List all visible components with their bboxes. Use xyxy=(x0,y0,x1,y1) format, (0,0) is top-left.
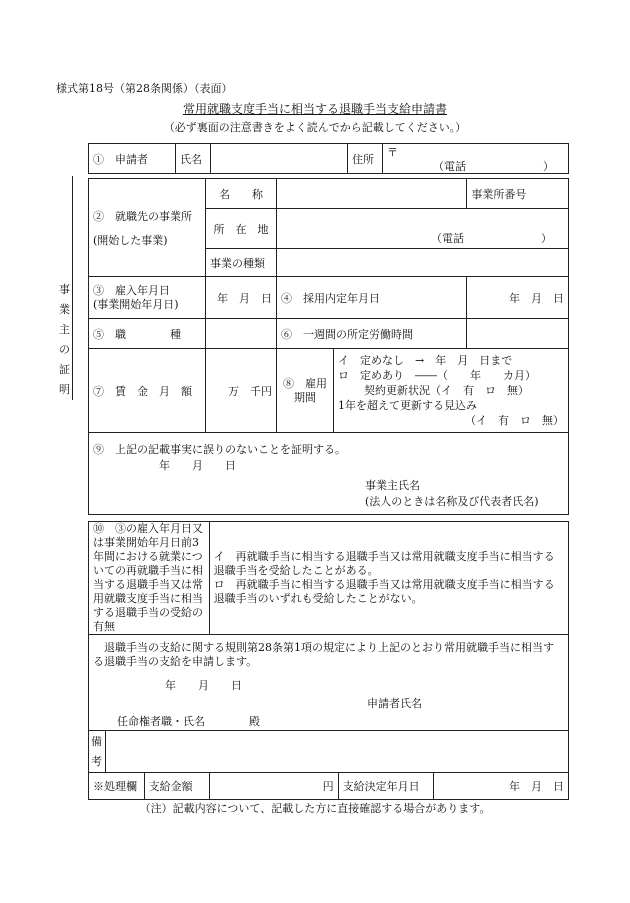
employment-period-field[interactable] xyxy=(334,349,569,433)
renewal-status: 契約更新状況（イ 有 ロ 無） xyxy=(364,384,529,397)
section2-label: ② 就職先の事業所 xyxy=(93,209,192,223)
hire-date-label: ③ 雇入年月日 xyxy=(93,283,170,297)
period-until: → 年 月 日まで xyxy=(415,354,513,367)
wage-field[interactable]: 万 千円 xyxy=(206,349,277,433)
employer-name-note: (法人のときは名称及び代表者氏名) xyxy=(365,495,539,508)
employment-period-label: ⑧ 雇用期間 xyxy=(277,349,334,433)
office-name-label: 名 称 xyxy=(206,179,277,209)
weekly-hours-field[interactable] xyxy=(467,319,569,349)
business-type-label: 事業の種類 xyxy=(206,249,277,277)
application-text: 退職手当の支給に関する規則第28条第1項の規定により上記のとおり常用就職手当に相当する退職手当の支給を申請します。 xyxy=(93,641,554,668)
page-title: 常用就職支度手当に相当する退職手当支給申請書 xyxy=(182,102,447,116)
employer-name-label: 事業主氏名 xyxy=(365,479,420,492)
decision-date-label: ④ 採用内定年月日 xyxy=(277,277,467,319)
address-label: 住所 xyxy=(348,144,383,174)
business-type-field[interactable] xyxy=(277,249,569,277)
authority-label: 任命権者職・氏名 殿 xyxy=(117,715,260,728)
decision-date-label-2: 支給決定年月日 xyxy=(338,773,433,800)
over-one-year-choice: （イ 有 ロ 無） xyxy=(465,414,564,427)
certification-cell xyxy=(89,433,569,515)
remarks-label: 備考 xyxy=(89,731,106,773)
section2-sub: (開始した事業) xyxy=(93,233,168,247)
certification-date[interactable]: 年 月 日 xyxy=(159,459,236,472)
name-field[interactable] xyxy=(211,144,348,174)
hire-date-sub: (事業開始年月日) xyxy=(93,297,179,311)
application-date[interactable]: 年 月 日 xyxy=(165,679,242,692)
office-name-field[interactable] xyxy=(277,179,467,209)
hire-date-field[interactable]: 年 月 日 xyxy=(206,277,277,319)
applicant-table xyxy=(88,143,569,174)
wage-label: ⑦ 賃 金 月 額 xyxy=(89,349,206,433)
applicant-phone: （電話 ） xyxy=(433,160,554,173)
address-field[interactable] xyxy=(383,144,569,174)
location-field[interactable] xyxy=(277,209,569,249)
postal-mark: 〒 xyxy=(387,146,398,159)
employer-cert-side-label: 事業主の証明 xyxy=(59,283,70,396)
office-phone: （電話 ） xyxy=(431,232,552,245)
section10-option-b[interactable]: ロ 再就職手当に相当する退職手当又は常用就職支度手当に相当する退職手当のいずれも受給したことがない。 xyxy=(213,578,555,605)
section2-cell xyxy=(89,179,206,277)
office-no-label: 事業所番号 xyxy=(471,187,527,201)
period-none: イ 定めなし xyxy=(338,354,404,367)
applicant-label: ① 申請者 xyxy=(89,144,176,174)
remarks-field[interactable] xyxy=(106,731,569,773)
applicant-name-label: 申請者氏名 xyxy=(367,697,422,710)
application-cell xyxy=(89,635,569,731)
employer-table xyxy=(88,178,569,515)
hire-date-cell xyxy=(89,277,206,319)
decision-date-field[interactable]: 年 月 日 xyxy=(467,277,569,319)
section10-question: ⑩ ③の雇入年月日又は事業開始年月日前3年間における就業についての再就職手当に相当する退職手当又は常用就職支度手当に相当する退職手当の受給の有無 xyxy=(89,522,210,635)
location-label: 所 在 地 xyxy=(206,209,277,249)
over-one-year: 1年を超えて更新する見込み xyxy=(338,399,477,412)
occupation-field[interactable] xyxy=(206,319,277,349)
footer-note: （注）記載内容について、記載した方に直接確認する場合があります。 xyxy=(139,802,491,815)
office-no-cell[interactable] xyxy=(467,179,569,209)
decision-date-field-2[interactable]: 年 月 日 xyxy=(433,773,568,800)
page-subtitle: （必ず裏面の注意書きをよく読んでから記載してください。） xyxy=(163,121,467,134)
name-label: 氏名 xyxy=(176,144,211,174)
amount-field[interactable]: 円 xyxy=(209,773,338,800)
period-fixed: ロ 定めあり ――（ 年 カ月） xyxy=(338,369,536,382)
processing-label: ※処理欄 xyxy=(89,773,145,800)
application-table xyxy=(88,521,569,800)
section10-option-a[interactable]: イ 再就職手当に相当する退職手当又は常用就職支度手当に相当する退職手当を受給したことがある。 xyxy=(213,550,555,577)
certification-text: ⑨ 上記の記載事実に誤りのないことを証明する。 xyxy=(93,443,346,456)
amount-label: 支給金額 xyxy=(144,773,209,800)
form-number: 様式第18号（第28条関係）（表面） xyxy=(56,82,233,95)
weekly-hours-label: ⑥ 一週間の所定労働時間 xyxy=(277,319,467,349)
occupation-label: ⑤ 職 種 xyxy=(89,319,206,349)
section10-options[interactable] xyxy=(209,522,568,635)
